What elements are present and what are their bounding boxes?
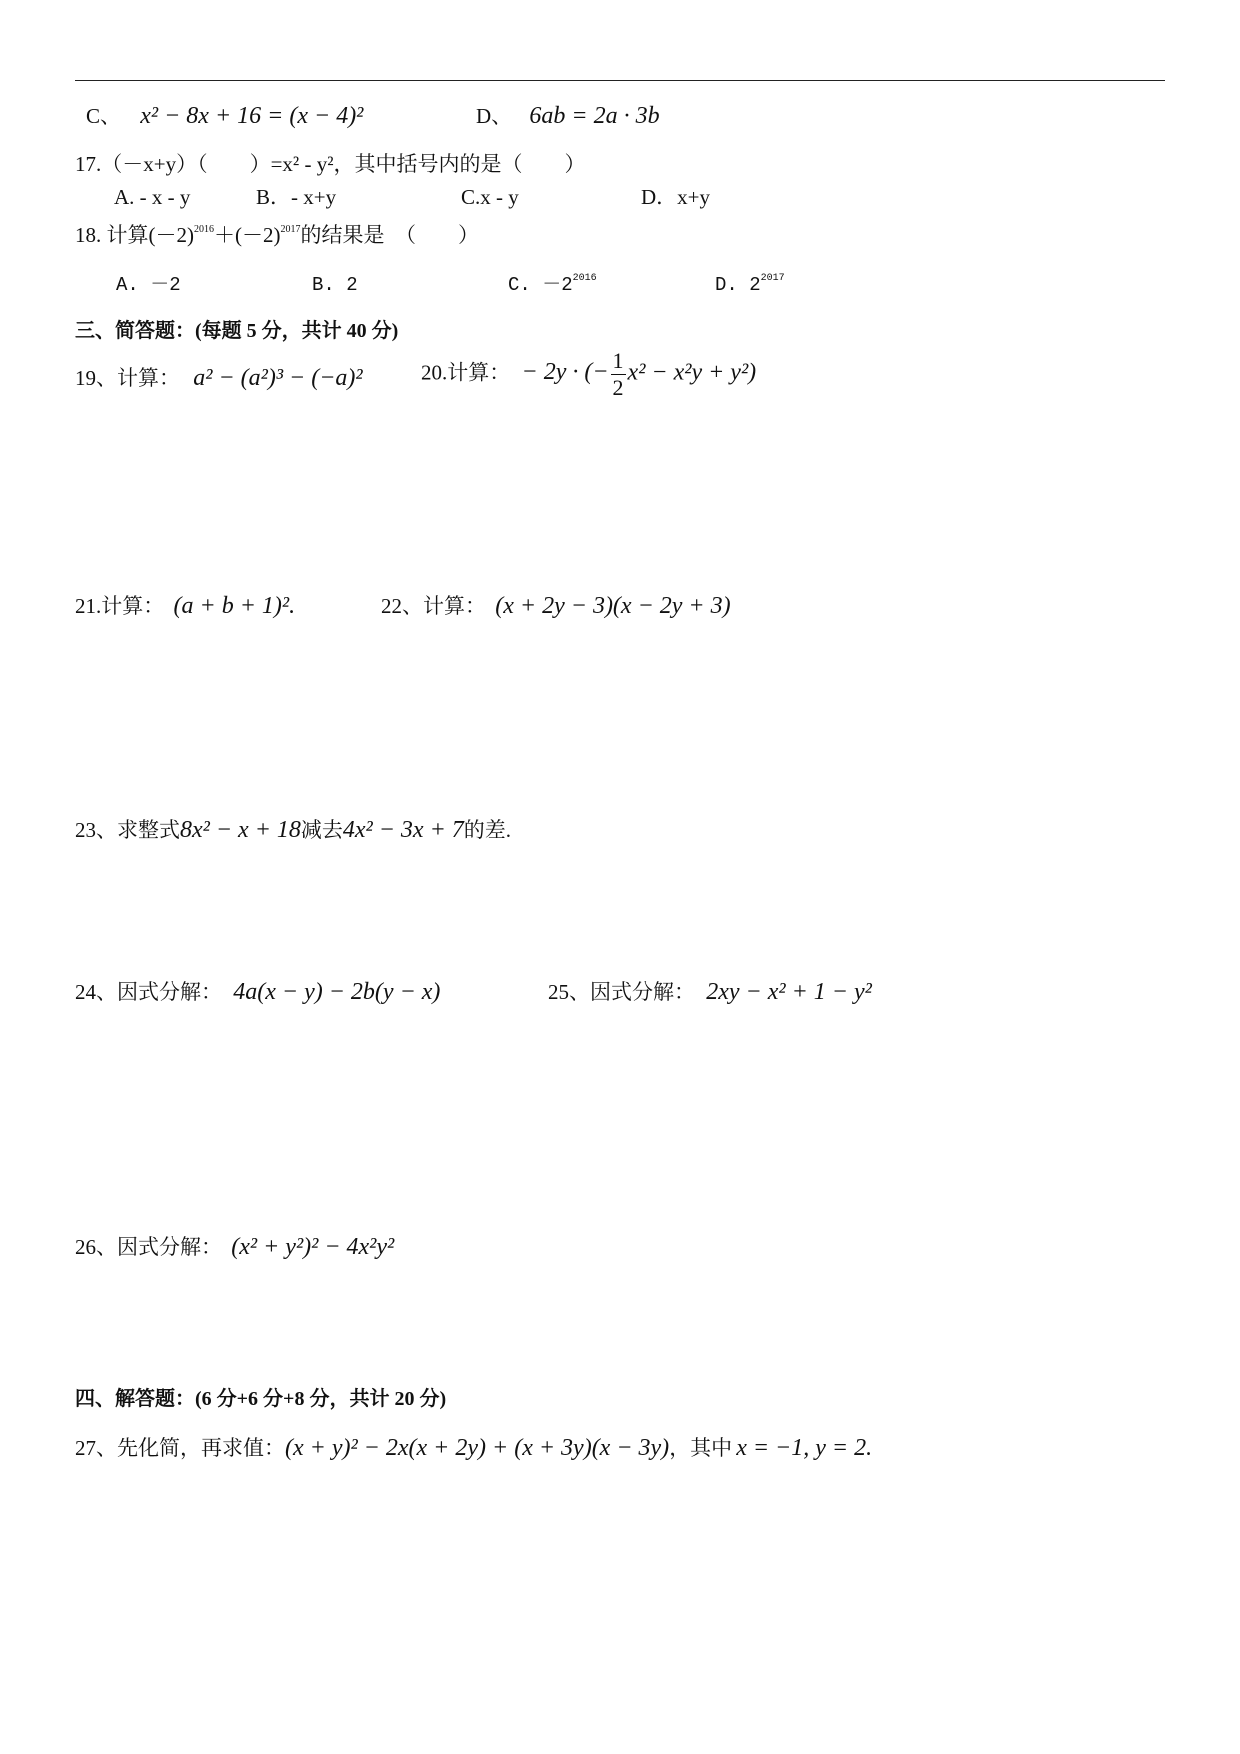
q25 <box>548 980 872 1004</box>
q17-option-c: C.x - y <box>461 185 519 209</box>
q20-expr-suffix: x² − x²y + y²) <box>627 359 757 386</box>
q27-label: 27、先化简，再求值： <box>75 1436 285 1460</box>
q20 <box>421 350 756 399</box>
q16-option-c-label: C、 <box>86 104 122 128</box>
q18-exp2: 2017 <box>280 224 301 235</box>
q18-stem-suffix: 的结果是 （ ） <box>300 223 479 247</box>
q16-option-d <box>476 104 660 128</box>
q22-label: 22、计算： <box>381 594 486 618</box>
q18-stem-mid: ＋(－2) <box>214 223 281 247</box>
q23-suffix: 的差. <box>463 818 512 842</box>
section4-heading: 四、解答题：(6 分+6 分+8 分，共计 20 分) <box>75 1388 447 1410</box>
q18-option-d <box>715 273 785 296</box>
q16-option-d-expr: 6ab = 2a · 3b <box>529 103 660 129</box>
q26-expr: (x² + y²)² − 4x²y² <box>231 1234 395 1260</box>
q27-end: . <box>866 1435 873 1461</box>
q27-condition: x = −1, y = 2 <box>736 1435 867 1461</box>
q19-label: 19、计算： <box>75 366 180 390</box>
q17-option-d: D．x+y <box>641 185 711 209</box>
q20-frac-den: 2 <box>612 375 624 400</box>
q26-label: 26、因式分解： <box>75 1235 222 1259</box>
q24-expr: 4a(x − y) − 2b(y − x) <box>233 979 441 1005</box>
q22 <box>381 594 731 618</box>
q24 <box>75 980 440 1004</box>
q21-label: 21.计算： <box>75 594 165 618</box>
q23-expr2: 4x² − 3x + 7 <box>342 817 464 843</box>
q23 <box>75 818 511 842</box>
q19-expr: a² − (a²)³ − (−a)² <box>193 365 363 391</box>
q18-option-a: A. －2 <box>116 274 181 296</box>
q17-option-b: B．- x+y <box>256 185 337 209</box>
q20-frac-num: 1 <box>612 348 624 373</box>
q23-middle: 减去 <box>300 818 343 842</box>
q17-stem: 17.（－x+y）（ ）=x² - y²，其中括号内的是（ ） <box>75 152 586 176</box>
q18-option-c <box>508 273 597 296</box>
q26 <box>75 1235 394 1259</box>
q25-expr: 2xy − x² + 1 − y² <box>706 979 872 1005</box>
q16-option-c-expr: x² − 8x + 16 = (x − 4)² <box>140 103 364 129</box>
q21-expr: (a + b + 1)². <box>173 593 296 619</box>
q18-option-d-base: D. 2 <box>715 274 761 296</box>
q23-prefix: 23、求整式 <box>75 818 180 842</box>
q20-fraction <box>611 350 626 399</box>
section3-heading: 三、简答题：(每题 5 分，共计 40 分) <box>75 320 399 342</box>
header-rule <box>75 80 1165 81</box>
q20-label: 20.计算： <box>421 360 511 385</box>
q27-expr: (x + y)² − 2x(x + 2y) + (x + 3y)(x − 3y) <box>285 1435 670 1461</box>
q18-exp1: 2016 <box>194 224 214 235</box>
q16-option-d-label: D、 <box>476 104 513 128</box>
q18-option-d-exp: 2017 <box>760 273 785 284</box>
q22-expr: (x + 2y − 3)(x − 2y + 3) <box>495 593 731 619</box>
q18-stem-prefix: 18. 计算(－2) <box>75 223 194 247</box>
q18-option-c-base: C. －2 <box>508 274 573 296</box>
q27-condition-prefix: ，其中 <box>669 1436 733 1460</box>
q24-label: 24、因式分解： <box>75 980 222 1004</box>
q27 <box>75 1436 872 1460</box>
q16-option-c <box>86 104 363 128</box>
q18-option-b: B. 2 <box>312 274 358 296</box>
q17-option-a: A. - x - y <box>114 185 191 209</box>
q18-stem <box>75 225 479 246</box>
q18-option-c-exp: 2016 <box>572 273 597 284</box>
q25-label: 25、因式分解： <box>548 980 695 1004</box>
q21 <box>75 594 295 618</box>
q19 <box>75 366 363 390</box>
q23-expr1: 8x² − x + 18 <box>180 817 301 843</box>
q20-expr-prefix: − 2y · (− <box>521 359 609 386</box>
